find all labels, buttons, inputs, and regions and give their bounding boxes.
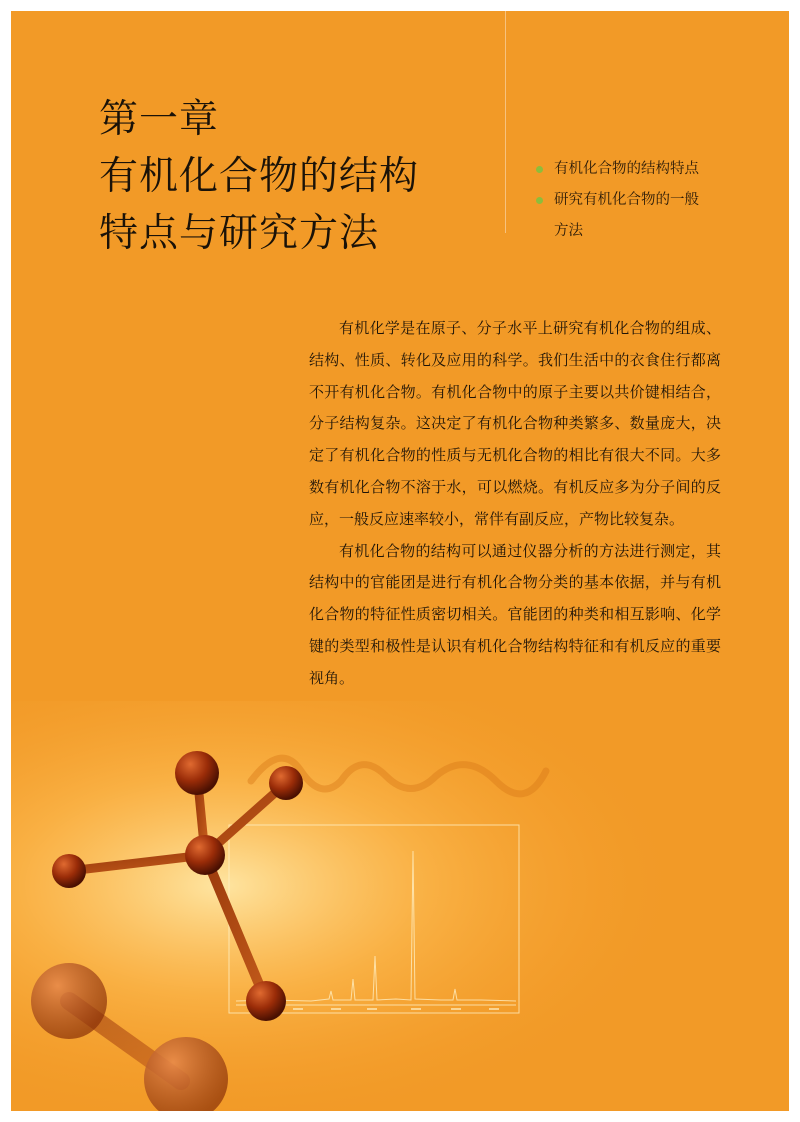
intro-paragraph: 有机化合物的结构可以通过仪器分析的方法进行测定，其结构中的官能团是进行有机化合物分类的基本依据，并与有机化合物的特征性质密切相关。官能团的种类和相互影响、化学键的类型和极性是认识有机化合物结构特征和有机反应的重要视角。 [309, 541, 721, 687]
outline-item-label: 研究有机化合物的一般 [554, 192, 699, 208]
outline-item [536, 185, 746, 247]
intro-paragraph: 有机化学是在原子、分子水平上研究有机化合物的组成、结构、性质、转化及应用的科学。我们生活中的衣食住行都离不开有机化合物。有机化合物中的原子主要以共价键相结合，分子结构复杂。这决定了有机化合物种类繁多、数量庞大，决定了有机化合物的性质与无机化合物的相比有很大不同。大多数有机化合物不溶于水，可以燃烧。有机反应多为分子间的反应，一般反应速率较小，常伴有副反应，产物比较复杂。 [309, 319, 721, 528]
chapter-cover-page [11, 11, 789, 1111]
bullet-icon [536, 166, 543, 173]
outline-item-label-continued: 方法 [554, 223, 583, 239]
outline-item-label: 有机化合物的结构特点 [554, 161, 699, 177]
chapter-title-line-1: 有机化合物的结构 [99, 154, 420, 199]
chapter-label: 第一章 [99, 97, 220, 142]
bullet-icon [536, 197, 543, 204]
vertical-divider [505, 11, 506, 233]
outline-item [536, 154, 746, 185]
chapter-outline [536, 154, 746, 247]
chapter-title-line-2: 特点与研究方法 [99, 211, 380, 256]
molecule-illustration [11, 701, 789, 1111]
chapter-heading [99, 91, 419, 262]
chapter-introduction [309, 313, 721, 695]
